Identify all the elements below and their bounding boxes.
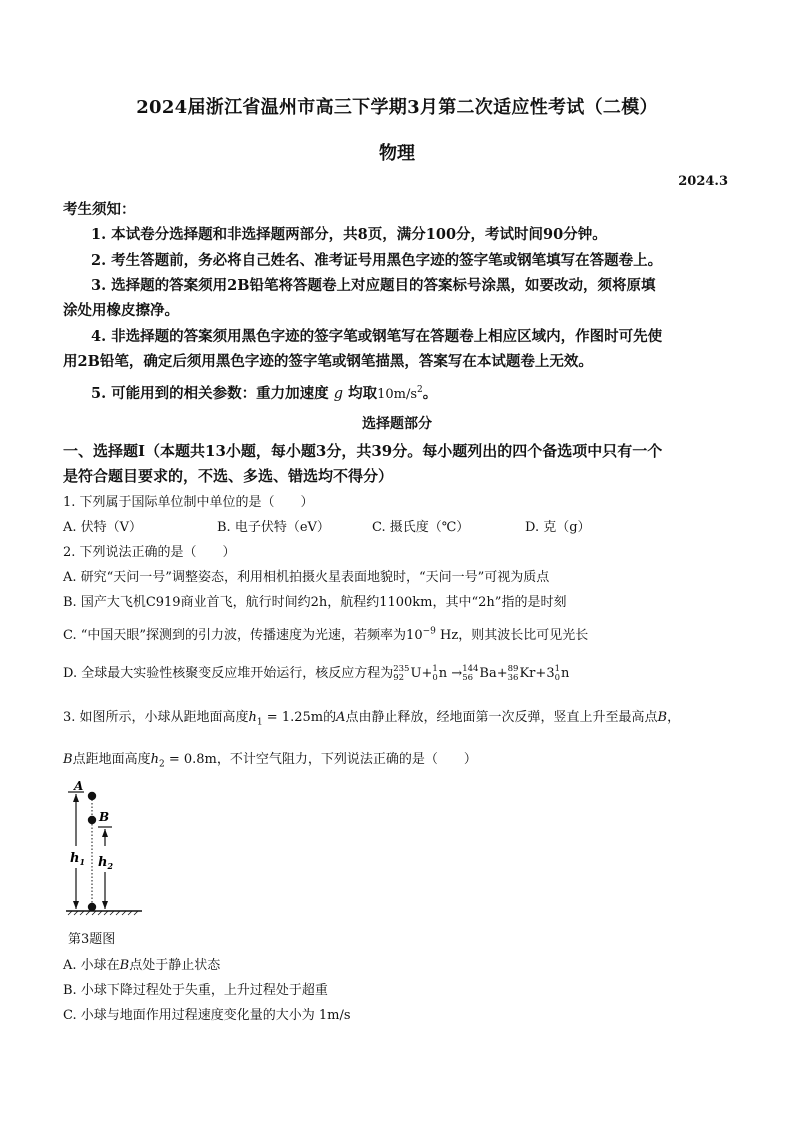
subject-title: 物理 xyxy=(379,143,415,164)
q2-frequency-value: 10 xyxy=(406,628,423,643)
figure-label-h1: $h_1$ xyxy=(70,851,86,867)
n-nucleon-numbers: 1 0 xyxy=(432,663,438,683)
q2-option-b: B. 国产大飞机C919商业首飞，航行时间约2h，航程约1100km，其中“2h”指的是时刻 xyxy=(63,595,567,610)
exam-date: 2024.3 xyxy=(678,174,728,189)
notice-item-5 xyxy=(91,382,437,403)
q2-option-c-post: ，则其波长比可见光长 xyxy=(458,628,589,643)
q3-option-a: A. 小球在B点处于静止状态 xyxy=(63,958,221,973)
h2-symbol: h xyxy=(150,752,159,767)
q3-option-b: B. 小球下降过程处于失重，上升过程处于超重 xyxy=(63,983,328,998)
barium-symbol: Ba xyxy=(479,666,497,681)
notice-item-3-cont: 涂处用橡皮擦净。 xyxy=(63,302,179,319)
q2-option-d xyxy=(63,662,569,683)
notice-item-5-prefix: 5. 可能用到的相关参数：重力加速度 xyxy=(91,385,329,402)
neutron-coefficient: 3 xyxy=(546,666,555,681)
nuclear-equation: 235 92 U+ 1 0 n → 144 56 Ba+ 89 36 Kr+3 1 0 n xyxy=(393,663,570,683)
q2-frequency-exponent: −9 xyxy=(422,626,436,637)
uranium-symbol: U xyxy=(410,666,422,681)
notice-item-4-cont: 用2B铅笔，确定后须用黑色字迹的签字笔或钢笔描黑，答案写在本试题卷上无效。 xyxy=(63,353,593,370)
point-b-symbol: B xyxy=(657,710,668,725)
ball-at-a xyxy=(88,792,96,800)
ball-at-b xyxy=(88,816,96,824)
ground-hatching xyxy=(66,911,142,915)
q2-frequency-unit: Hz xyxy=(435,628,459,643)
q2-option-a: A. 研究“天问一号”调整姿态，利用相机拍摄火星表面地貌时，“天问一号”可视为质点 xyxy=(63,570,550,585)
figure-label-b: B xyxy=(99,810,110,824)
q3-figure-caption: 第3题图 xyxy=(68,932,116,947)
notice-heading: 考生须知： xyxy=(63,201,136,218)
q3-figure xyxy=(60,780,160,920)
point-a-symbol: A xyxy=(336,710,346,725)
q2-option-d-pre: D. 全球最大实验性核聚变反应堆开始运行，核反应方程为 xyxy=(63,666,394,681)
h1-symbol: h xyxy=(248,710,257,725)
figure-label-a: A xyxy=(74,780,84,793)
notice-item-2: 2. 考生答题前，务必将自己姓名、准考证号用黑色字迹的签字笔或钢笔填写在答题卷上。 xyxy=(91,252,663,269)
h1-value: = 1.25m xyxy=(262,710,324,725)
q1-option-d: D. 克（g） xyxy=(525,520,591,535)
q3-stem-line1: 3. 如图所示，小球从距地面高度$h_1 = 1.25m$的A点由静止释放，经地面第一次反弹，竖直上升至最高点B， xyxy=(63,710,681,728)
notice-item-5-end: 。 xyxy=(422,385,438,402)
section-title: 选择题部分 xyxy=(362,416,432,432)
kr-nucleon-numbers: 89 36 xyxy=(507,663,519,683)
q1-option-a: A. 伏特（V） xyxy=(63,520,143,535)
gravity-value: 10m/s xyxy=(377,387,418,402)
q1-stem: 1. 下列属于国际单位制中单位的是（ ） xyxy=(63,495,314,510)
gravity-symbol: g xyxy=(333,386,344,402)
q1-option-c: C. 摄氏度（℃） xyxy=(372,520,470,535)
neutron-symbol-2: n xyxy=(561,666,570,681)
krypton-symbol: Kr xyxy=(519,666,536,681)
exam-title: 2024届浙江省温州市高三下学期3月第二次适应性考试（二模） xyxy=(136,97,658,118)
q2-option-c-pre: C. “中国天眼”探测到的引力波，传播速度为光速，若频率为 xyxy=(63,628,407,643)
q1-option-b: B. 电子伏特（eV） xyxy=(217,520,330,535)
n2-nucleon-numbers: 1 0 xyxy=(554,663,561,683)
ball-on-ground xyxy=(88,903,96,911)
figure-label-h2: $h_2$ xyxy=(98,855,114,871)
q2-option-c xyxy=(63,624,588,643)
q3-option-c: C. 小球与地面作用过程速度变化量的大小为 1m/s xyxy=(63,1008,351,1023)
q1-options xyxy=(63,516,763,536)
reaction-arrow: → xyxy=(451,666,463,681)
q3-stem-line2: B点距地面高度$h_2 = 0.8m$，不计空气阻力，下列说法正确的是（ ） xyxy=(63,752,477,770)
ba-nucleon-numbers: 144 56 xyxy=(462,663,479,683)
notice-item-5-mid: 均取 xyxy=(348,385,378,402)
part1-instructions-line1: 一、选择题Ⅰ（本题共13小题，每小题3分，共39分。每小题列出的四个备选项中只有一个 xyxy=(63,442,663,460)
u-nucleon-numbers: 235 92 xyxy=(393,663,410,683)
gravity-exponent: 2 xyxy=(417,385,423,396)
h2-value: = 0.8m xyxy=(164,752,217,767)
part1-instructions-line2: 是符合题目要求的，不选、多选、错选均不得分） xyxy=(63,467,394,485)
notice-item-1: 1. 本试卷分选择题和非选择题两部分，共8页，满分100分，考试时间90分钟。 xyxy=(91,226,607,243)
notice-item-4: 4. 非选择题的答案须用黑色字迹的签字笔或钢笔写在答题卷上相应区域内，作图时可先使 xyxy=(91,328,663,345)
q2-stem: 2. 下列说法正确的是（ ） xyxy=(63,545,236,560)
notice-item-3: 3. 选择题的答案须用2B铅笔将答题卷上对应题目的答案标号涂黑，如要改动，须将原填 xyxy=(91,277,656,294)
neutron-symbol: n xyxy=(438,666,448,681)
